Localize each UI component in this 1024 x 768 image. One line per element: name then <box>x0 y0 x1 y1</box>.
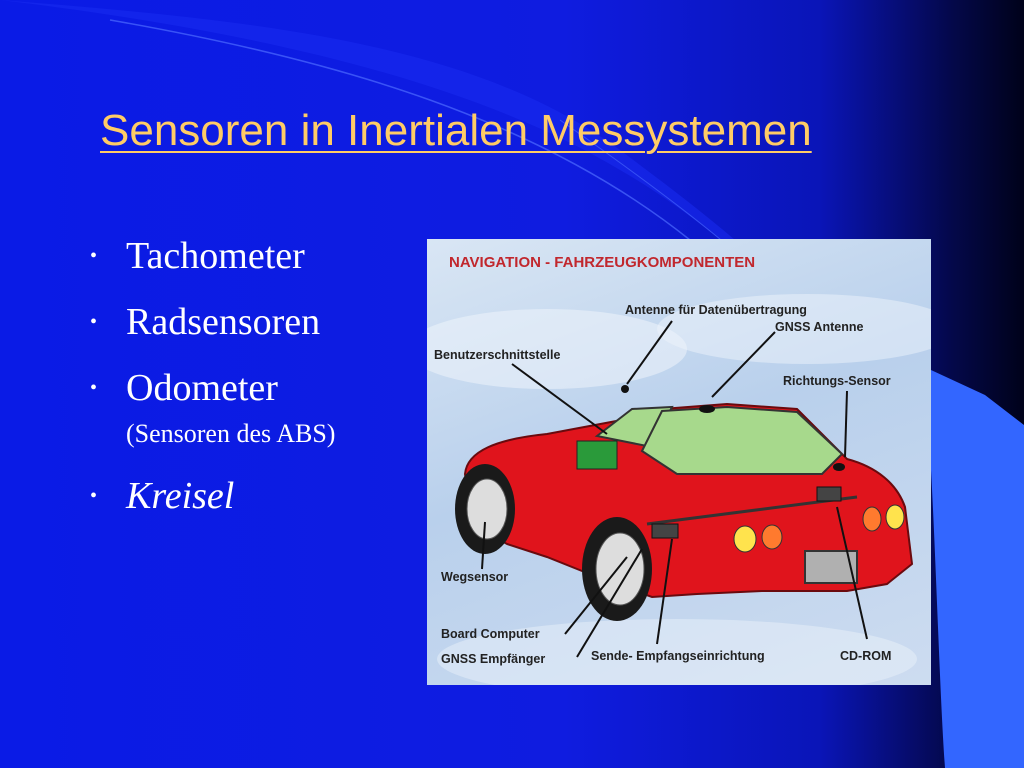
label-distance-sensor: Wegsensor <box>441 570 509 584</box>
figure-title: NAVIGATION - FAHRZEUGKOMPONENTEN <box>449 254 756 271</box>
label-user-interface: Benutzerschnittstelle <box>434 348 561 362</box>
bullet-item-odometer <box>88 366 335 452</box>
bullet-item-kreisel <box>88 474 335 518</box>
label-gnss-receiver: GNSS Empfänger <box>441 652 546 666</box>
bullet-dot-icon: • <box>90 311 98 333</box>
navigation-components-figure <box>427 239 931 685</box>
bullet-subtext: (Sensoren des ABS) <box>126 419 336 448</box>
bullet-item-radsensoren <box>88 300 335 344</box>
bullet-list <box>88 234 335 540</box>
bullet-text: Radsensoren <box>126 301 321 343</box>
label-transceiver: Sende- Empfangseinrichtung <box>591 649 765 663</box>
bullet-text: Tachometer <box>126 235 305 277</box>
label-board-computer: Board Computer <box>441 627 540 641</box>
bullet-item-tachometer <box>88 234 335 278</box>
bullet-dot-icon: • <box>90 485 98 507</box>
bullet-text: Kreisel <box>126 475 235 517</box>
label-cdrom: CD-ROM <box>840 649 892 663</box>
bullet-dot-icon: • <box>90 377 98 399</box>
bullet-dot-icon: • <box>90 245 98 267</box>
slide-title: Sensoren in Inertialen Messystemen <box>100 106 812 155</box>
label-direction-sensor: Richtungs-Sensor <box>783 374 891 388</box>
bullet-text: Odometer <box>126 367 278 409</box>
label-antenna-data: Antenne für Datenübertragung <box>625 303 807 317</box>
car-rear-window <box>642 407 842 474</box>
side-accent-shape <box>931 370 1024 768</box>
label-gnss-antenna: GNSS Antenne <box>775 320 864 334</box>
